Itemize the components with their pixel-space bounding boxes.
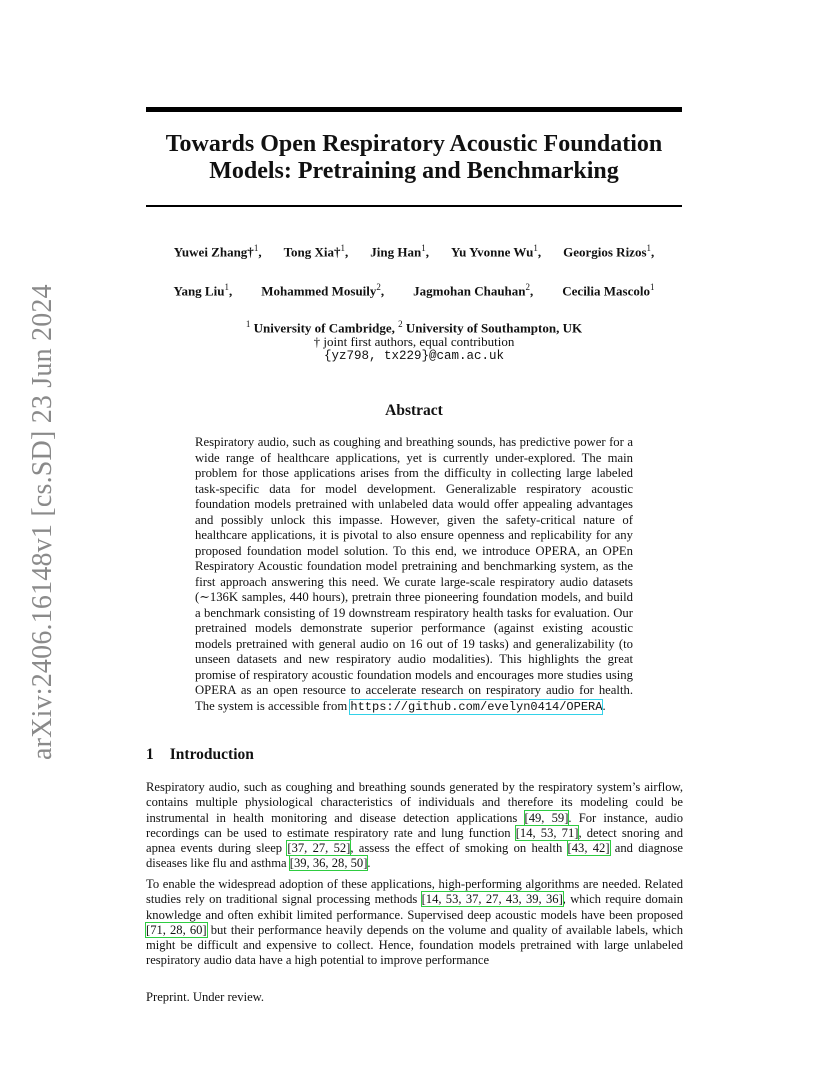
author-separator: , <box>345 244 349 260</box>
author-affiliation-mark: 1 <box>646 243 652 253</box>
paragraph-text: To enable the widespread adoption of these applications, high-performing algorithms are needed. Related studies rely on traditional signal processing methods <box>146 877 683 907</box>
abstract-text <box>195 435 633 715</box>
preprint-footer: Preprint. Under review. <box>146 990 265 1004</box>
title-line-1: Towards Open Respiratory Acoustic Foundation <box>165 131 663 157</box>
joint-authorship-note: † joint first authors, equal contribution <box>313 334 515 349</box>
author-name <box>174 282 233 299</box>
abstract-end: . <box>602 698 606 713</box>
abstract-body: Respiratory audio, such as coughing and breathing sounds, has predictive power for a wide range of healthcare applications, yet is currently under-explored. The main problem for those applications arises from the difficulty in collecting large labeled task-specific data for model development. Generalizable respiratory acoustic foundation models pretrained with unlabeled data would offer appealing advantages and possibly unlock this impasse. However, given the safety-critical nature of healthcare applications, it is pivotal to also ensure openness and replicability for any proposed foundation model solution. To this end, we introduce OPERA, an OPEn Respiratory Acoustic foundation model pretraining and benchmarking system, as the first approach answering this need. We curate large-scale respiratory audio datasets (∼136K samples, 440 hours), pretrain three pioneering foundation models, and build a benchmark consisting of 19 downstream respiratory health tasks for evaluation. Our pretrained models demonstrate superior performance (against existing acoustic models pretrained with general audio on 16 out of 19 tasks) and generalizability (to unseen datasets and new respiratory audio modalities). This highlights the great promise of respiratory acoustic foundation models and encourages more studies using OPERA as an open resource to accelerate research on respiratory audio for health. The system is accessible from <box>195 435 633 713</box>
abstract-heading: Abstract <box>385 402 443 419</box>
arxiv-identifier: arXiv:2406.16148v1 [cs.SD] 23 Jun 2024 <box>27 284 58 760</box>
author-list-row-2 <box>146 282 682 299</box>
paragraph-text: , which require domain knowledge and often exhibit limited performance. Supervised deep acoustic models have been proposed <box>146 892 683 922</box>
author-affiliation-mark: 2 <box>525 282 531 292</box>
citation-link[interactable]: [14, 53, 37, 27, 43, 39, 36] <box>421 892 563 907</box>
affiliation-mark-2: 2 <box>398 319 403 329</box>
author-label: Tong Xia† <box>283 244 341 260</box>
author-separator: , <box>425 244 429 260</box>
author-label: Jagmohan Chauhan <box>413 283 526 299</box>
paragraph-text: , detect snoring and apnea events during sleep <box>146 825 683 856</box>
author-label: Yu Yvonne Wu <box>450 244 534 260</box>
author-affiliation-mark: 1 <box>533 243 538 253</box>
citation-link[interactable]: [43, 42] <box>567 841 610 856</box>
paragraph-text: . For instance, audio recordings can be used to estimate respiratory rate and lung function <box>146 810 683 840</box>
author-affiliation-mark: 1 <box>224 282 229 292</box>
paragraph-text: but their performance heavily depends on the volume and quality of available labels, which might be difficult and expensive to collect. Hence, foundation models pretrained with large unlabeled respiratory audio data have a high potential to improve performance <box>146 922 683 968</box>
author-list-row-1 <box>146 243 682 260</box>
title-top-rule <box>146 107 682 112</box>
affiliation-cambridge: University of Cambridge, <box>253 320 395 336</box>
citation-link[interactable]: [14, 53, 71] <box>515 825 579 840</box>
author-name <box>413 282 533 299</box>
paragraph-text: and diagnose diseases like flu and asthma <box>146 841 684 871</box>
author-affiliation-mark: 1 <box>253 243 259 253</box>
author-separator: , <box>380 283 385 299</box>
paragraph-text: . <box>367 856 371 871</box>
author-separator: , <box>651 244 655 260</box>
author-name <box>562 282 654 299</box>
contact-emails: {yz798, tx229}@cam.ac.uk <box>323 349 505 363</box>
citation-link[interactable]: [37, 27, 52] <box>287 841 351 856</box>
affiliation-mark-1: 1 <box>245 319 251 329</box>
author-affiliation-mark: 1 <box>421 243 426 253</box>
paragraph-text: Respiratory audio, such as coughing and breathing sounds generated by the respiratory system’s airflow, contains multiple physiological characteristics of individuals and therefore its modeling could be instrumental in health monitoring and disease detection applications <box>146 780 683 825</box>
citation-link[interactable]: [71, 28, 60] <box>146 922 207 937</box>
author-label: Georgios Rizos <box>563 244 647 260</box>
citation-link[interactable]: [39, 36, 28, 50] <box>289 856 368 871</box>
author-name <box>174 243 262 260</box>
intro-paragraph-2 <box>146 877 683 969</box>
author-name <box>284 243 349 260</box>
author-separator: , <box>228 283 233 299</box>
section-title: Introduction <box>169 746 254 763</box>
author-name <box>451 243 541 260</box>
title-bottom-rule <box>146 205 682 207</box>
author-name <box>563 243 654 260</box>
paragraph-text: , assess the effect of smoking on health <box>350 841 568 856</box>
section-number: 1 <box>146 746 154 763</box>
citation-link[interactable]: [49, 59] <box>524 810 569 825</box>
author-name <box>261 282 384 299</box>
author-separator: , <box>258 244 262 260</box>
author-label: Yuwei Zhang† <box>173 244 254 260</box>
intro-paragraph-1 <box>146 780 683 872</box>
author-label: Yang Liu <box>173 283 225 299</box>
author-affiliation-mark: 2 <box>376 282 381 292</box>
author-label: Mohammed Mosuily <box>261 283 377 299</box>
section-heading <box>146 746 254 764</box>
author-affiliation-mark: 1 <box>340 243 346 253</box>
author-affiliation-mark: 1 <box>650 282 655 292</box>
github-link[interactable]: https://github.com/evelyn0414/OPERA <box>350 699 603 714</box>
paper-title <box>146 131 682 185</box>
author-name <box>370 243 429 260</box>
affiliation-southampton: University of Southampton, UK <box>405 320 583 336</box>
author-separator: , <box>530 283 534 299</box>
author-label: Jing Han <box>370 244 422 260</box>
title-line-2: Models: Pretraining and Benchmarking <box>209 158 619 184</box>
author-label: Cecilia Mascolo <box>562 283 650 299</box>
author-separator: , <box>537 244 542 260</box>
